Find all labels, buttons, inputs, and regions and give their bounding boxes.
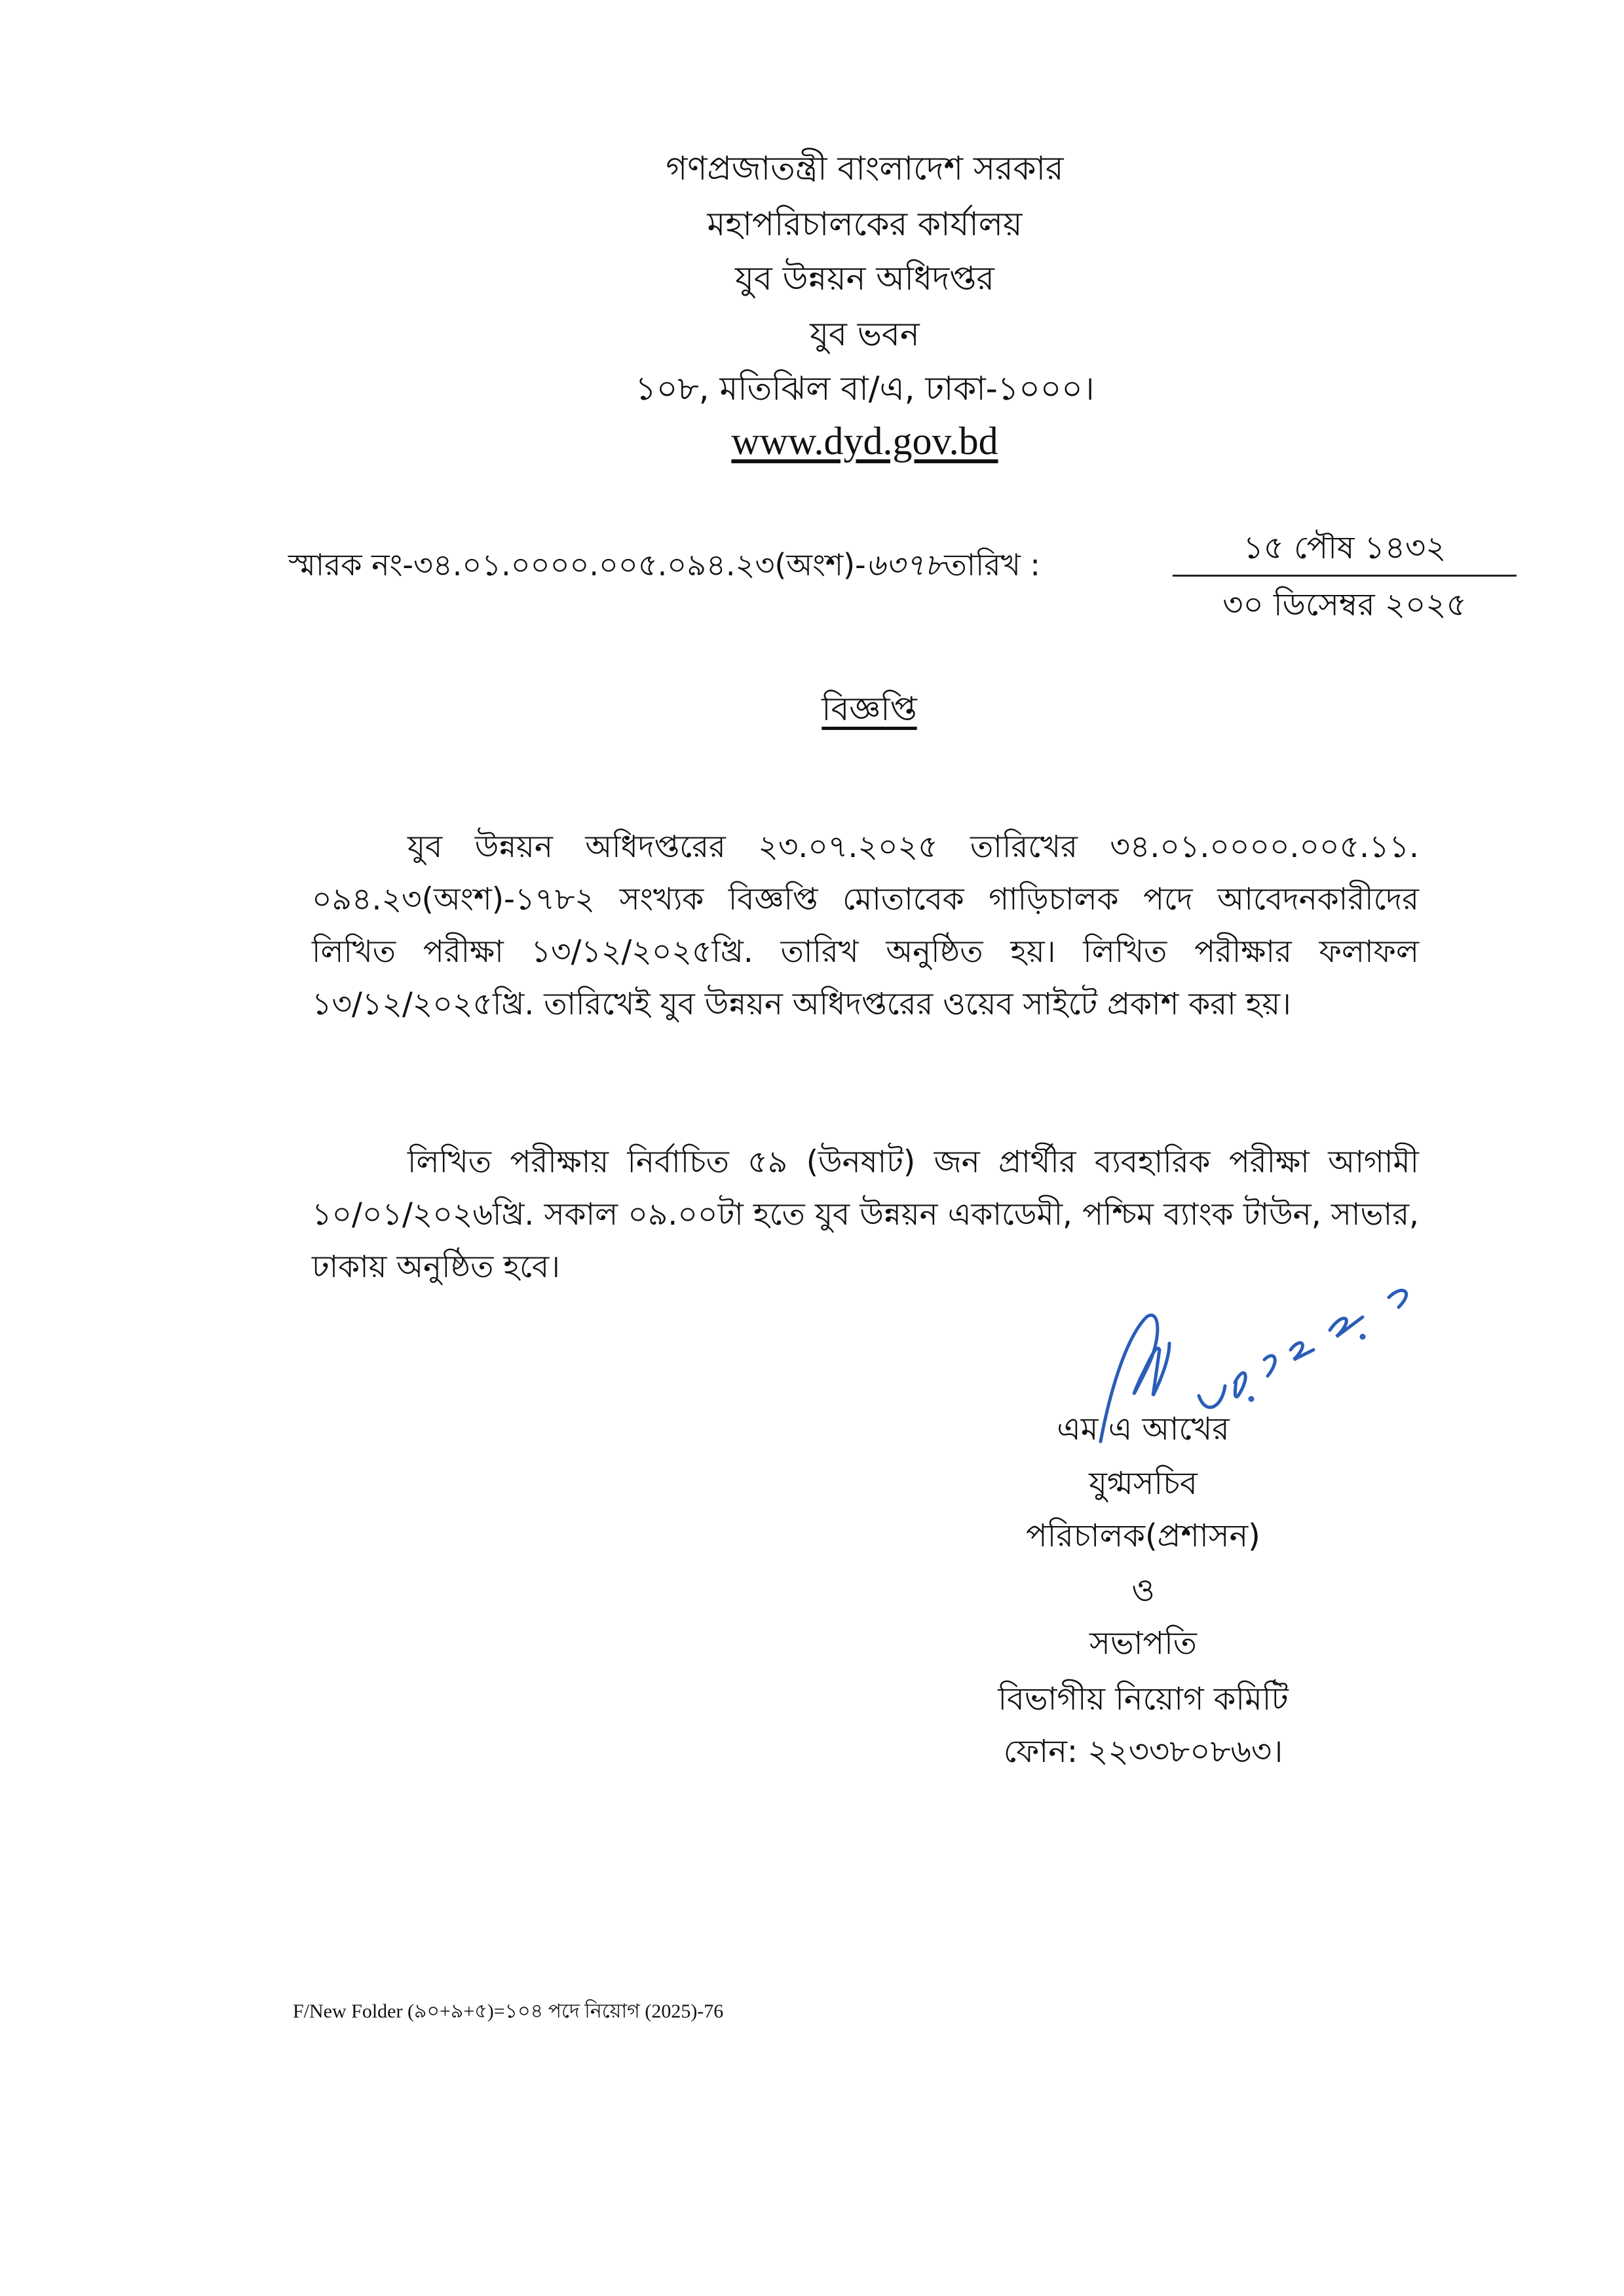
signatory-role: পরিচালক(প্রশাসন) <box>1026 1518 1260 1554</box>
signature-conjunction: ও <box>1131 1572 1155 1609</box>
office-name: মহাপরিচালকের কার্যালয় <box>707 205 1023 243</box>
signatory-designation: যুগ্মসচিব <box>1089 1465 1198 1502</box>
phone-number: ফোন: ২২৩৩৮০৮৬৩। <box>1003 1733 1283 1770</box>
body-paragraph-1: যুব উন্নয়ন অধিদপ্তরের ২৩.০৭.২০২৫ তারিখের ৩৪.০১.০০০০.০০৫.১১. ০৯৪.২৩(অংশ)-১৭৮২ সংখ্যক বিজ্ঞপ্তি মোতাবেক গাড়িচালক পদে আবেদনকারীদের লিখিত পরীক্ষা ১৩/১২/২০২৫খ্রি. তারিখ অনুষ্ঠিত হয়। লিখিত পরীক্ষার ফলাফল ১৩/১২/২০২৫খ্রি. তারিখেই যুব উন্নয়ন অধিদপ্তরের ওয়েব সাইটে প্রকাশ করা হয়। <box>312 829 1419 1022</box>
memo-number: স্মারক নং-৩৪.০১.০০০০.০০৫.০৯৪.২৩(অংশ)- <box>288 547 866 583</box>
building-name: যুব ভবন <box>810 315 920 353</box>
body-paragraph-2: লিখিত পরীক্ষায় নির্বাচিত ৫৯ (উনষাট) জন প্রার্থীর ব্যবহারিক পরীক্ষা আগামী ১০/০১/২০২৬খ্রি. সকাল ০৯.০০টা হতে যুব উন্নয়ন একাডেমী, পশ্চিম ব্যাংক টাউন, সাভার, ঢাকায় অনুষ্ঠিত হবে। <box>312 1144 1419 1285</box>
signatory-name: এম এ আখের <box>1057 1411 1230 1447</box>
committee-name: বিভাগীয় নিয়োগ কমিটি <box>998 1681 1289 1717</box>
date-divider <box>1173 575 1517 577</box>
file-reference: F/New Folder (৯০+৯+৫)=১০৪ পদে নিয়োগ (2025)-76 <box>293 2000 724 2022</box>
notice-title: বিজ্ঞপ্তি <box>821 690 917 728</box>
date-gregorian: ৩০ ডিসেম্বর ২০২৫ <box>1222 586 1467 623</box>
signatory-position: সভাপতি <box>1089 1625 1197 1662</box>
department-name: যুব উন্নয়ন অধিদপ্তর <box>735 259 994 297</box>
website-link[interactable]: www.dyd.gov.bd <box>731 419 998 463</box>
govt-name: গণপ্রজাতন্ত্রী বাংলাদেশ সরকার <box>666 149 1064 187</box>
memo-date-label: তারিখ : <box>944 547 1040 583</box>
memo-line <box>288 543 1040 592</box>
date-bangla: ১৫ পৌষ ১৪৩২ <box>1243 529 1446 566</box>
memo-handwritten-number: ৬৩৭৮ <box>865 547 945 583</box>
address: ১০৮, মতিঝিল বা/এ, ঢাকা-১০০০। <box>635 370 1095 408</box>
